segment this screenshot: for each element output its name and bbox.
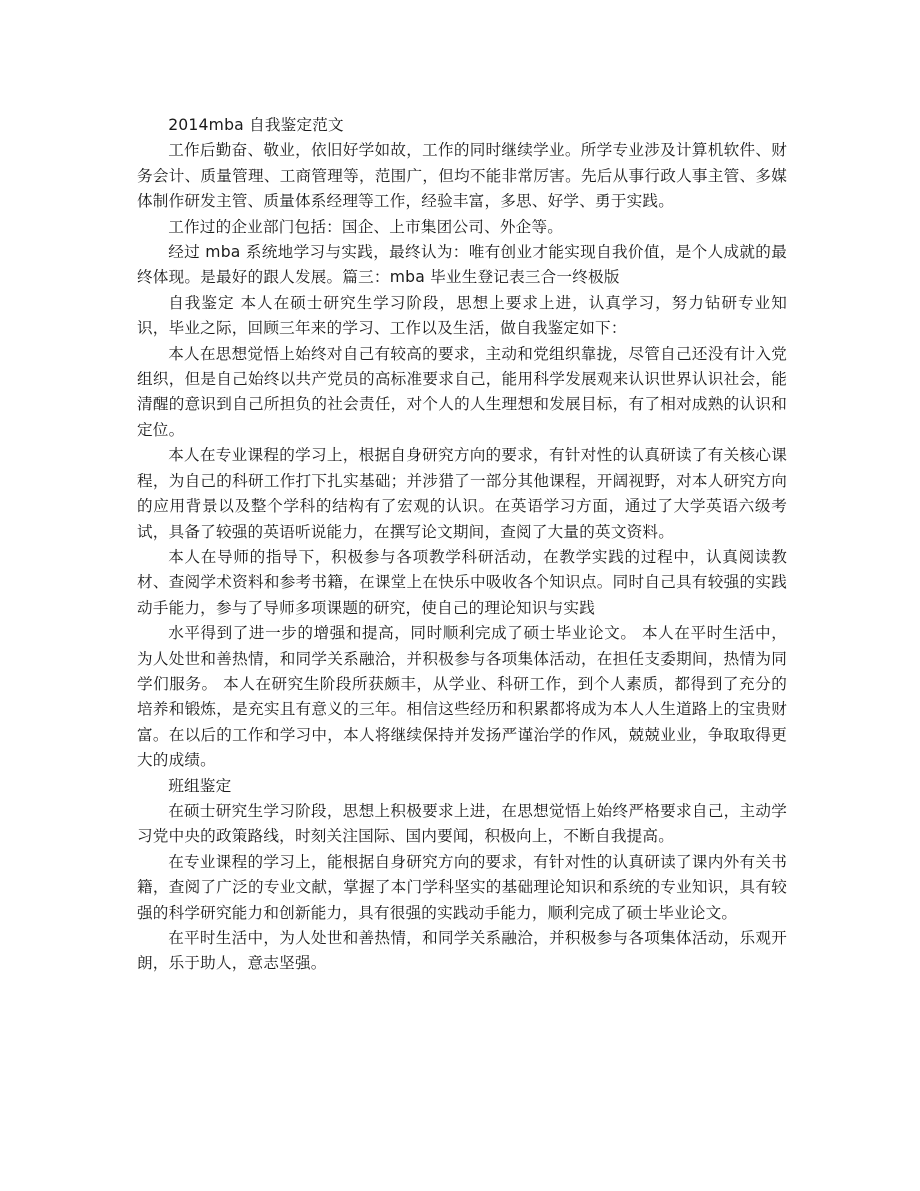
paragraph: 经过 mba 系统地学习与实践，最终认为：唯有创业才能实现自我价值，是个人成就的最终体现。是最好的跟人发展。篇三：mba 毕业生登记表三合一终极版 <box>137 243 787 287</box>
paragraph: 本人在导师的指导下，积极参与各项教学科研活动，在教学实践的过程中，认真阅读教材、查阅学术资料和参考书籍，在课堂上在快乐中吸收各个知识点。同时自己具有较强的实践动手能力，参与了导师多项课题的研究，使自己的理论知识与实践 <box>137 547 787 617</box>
section-heading: 班组鉴定 <box>168 776 232 795</box>
document-body <box>137 113 787 977</box>
paragraph: 本人在专业课程的学习上，根据自身研究方向的要求，有针对性的认真研读了有关核心课程，为自己的科研工作打下扎实基础；并涉猎了一部分其他课程，开阔视野，对本人研究方向的应用背景以及整个学科的结构有了宏观的认识。在英语学习方面，通过了大学英语六级考试，具备了较强的英语听说能力，在撰写论文期间，查阅了大量的英文资料。 <box>137 446 787 541</box>
paragraph: 工作过的企业部门包括：国企、上市集团公司、外企等。 <box>168 217 564 236</box>
document-title: 2014mba 自我鉴定范文 <box>168 116 344 134</box>
paragraph: 工作后勤奋、敬业，依旧好学如故，工作的同时继续学业。所学专业涉及计算机软件、财务会计、质量管理、工商管理等，范围广，但均不能非常厉害。先后从事行政人事主管、多媒体制作研发主管、质量体系经理等工作，经验丰富，多思、好学、勇于实践。 <box>137 141 787 211</box>
paragraph: 在硕士研究生学习阶段，思想上积极要求上进，在思想觉悟上始终严格要求自己，主动学习党中央的政策路线，时刻关注国际、国内要闻，积极向上，不断自我提高。 <box>137 801 787 846</box>
paragraph: 水平得到了进一步的增强和提高，同时顺利完成了硕士毕业论文。 本人在平时生活中，为人处世和善热情，和同学关系融洽，并积极参与各项集体活动，在担任支委期间，热情为同学们服务。 本人在研究生阶段所获颇丰，从学业、科研工作，到个人素质，都得到了充分的培养和锻炼，是充实且有意义的三年。相信这些经历和积累都将成为本人人生道路上的宝贵财富。在以后的工作和学习中，本人将继续保持并发扬严谨治学的作风，兢兢业业，争取取得更大的成绩。 <box>137 624 787 770</box>
paragraph: 在平时生活中，为人处世和善热情，和同学关系融洽，并积极参与各项集体活动，乐观开朗，乐于助人，意志坚强。 <box>137 929 787 973</box>
paragraph: 本人在思想觉悟上始终对自己有较高的要求，主动和党组织靠拢，尽管自己还没有计入党组织，但是自己始终以共产党员的高标准要求自己，能用科学发展观来认识世界认识社会，能清醒的意识到自己所担负的社会责任，对个人的人生理想和发展目标，有了相对成熟的认识和定位。 <box>137 344 787 439</box>
paragraph: 自我鉴定 本人在硕士研究生学习阶段，思想上要求上进，认真学习，努力钻研专业知识，毕业之际，回顾三年来的学习、工作以及生活，做自我鉴定如下： <box>137 293 787 338</box>
paragraph: 在专业课程的学习上，能根据自身研究方向的要求，有针对性的认真研读了课内外有关书籍，查阅了广泛的专业文献，掌握了本门学科坚实的基础理论知识和系统的专业知识，具有较强的科学研究能力和创新能力，具有很强的实践动手能力，顺利完成了硕士毕业论文。 <box>137 852 787 922</box>
